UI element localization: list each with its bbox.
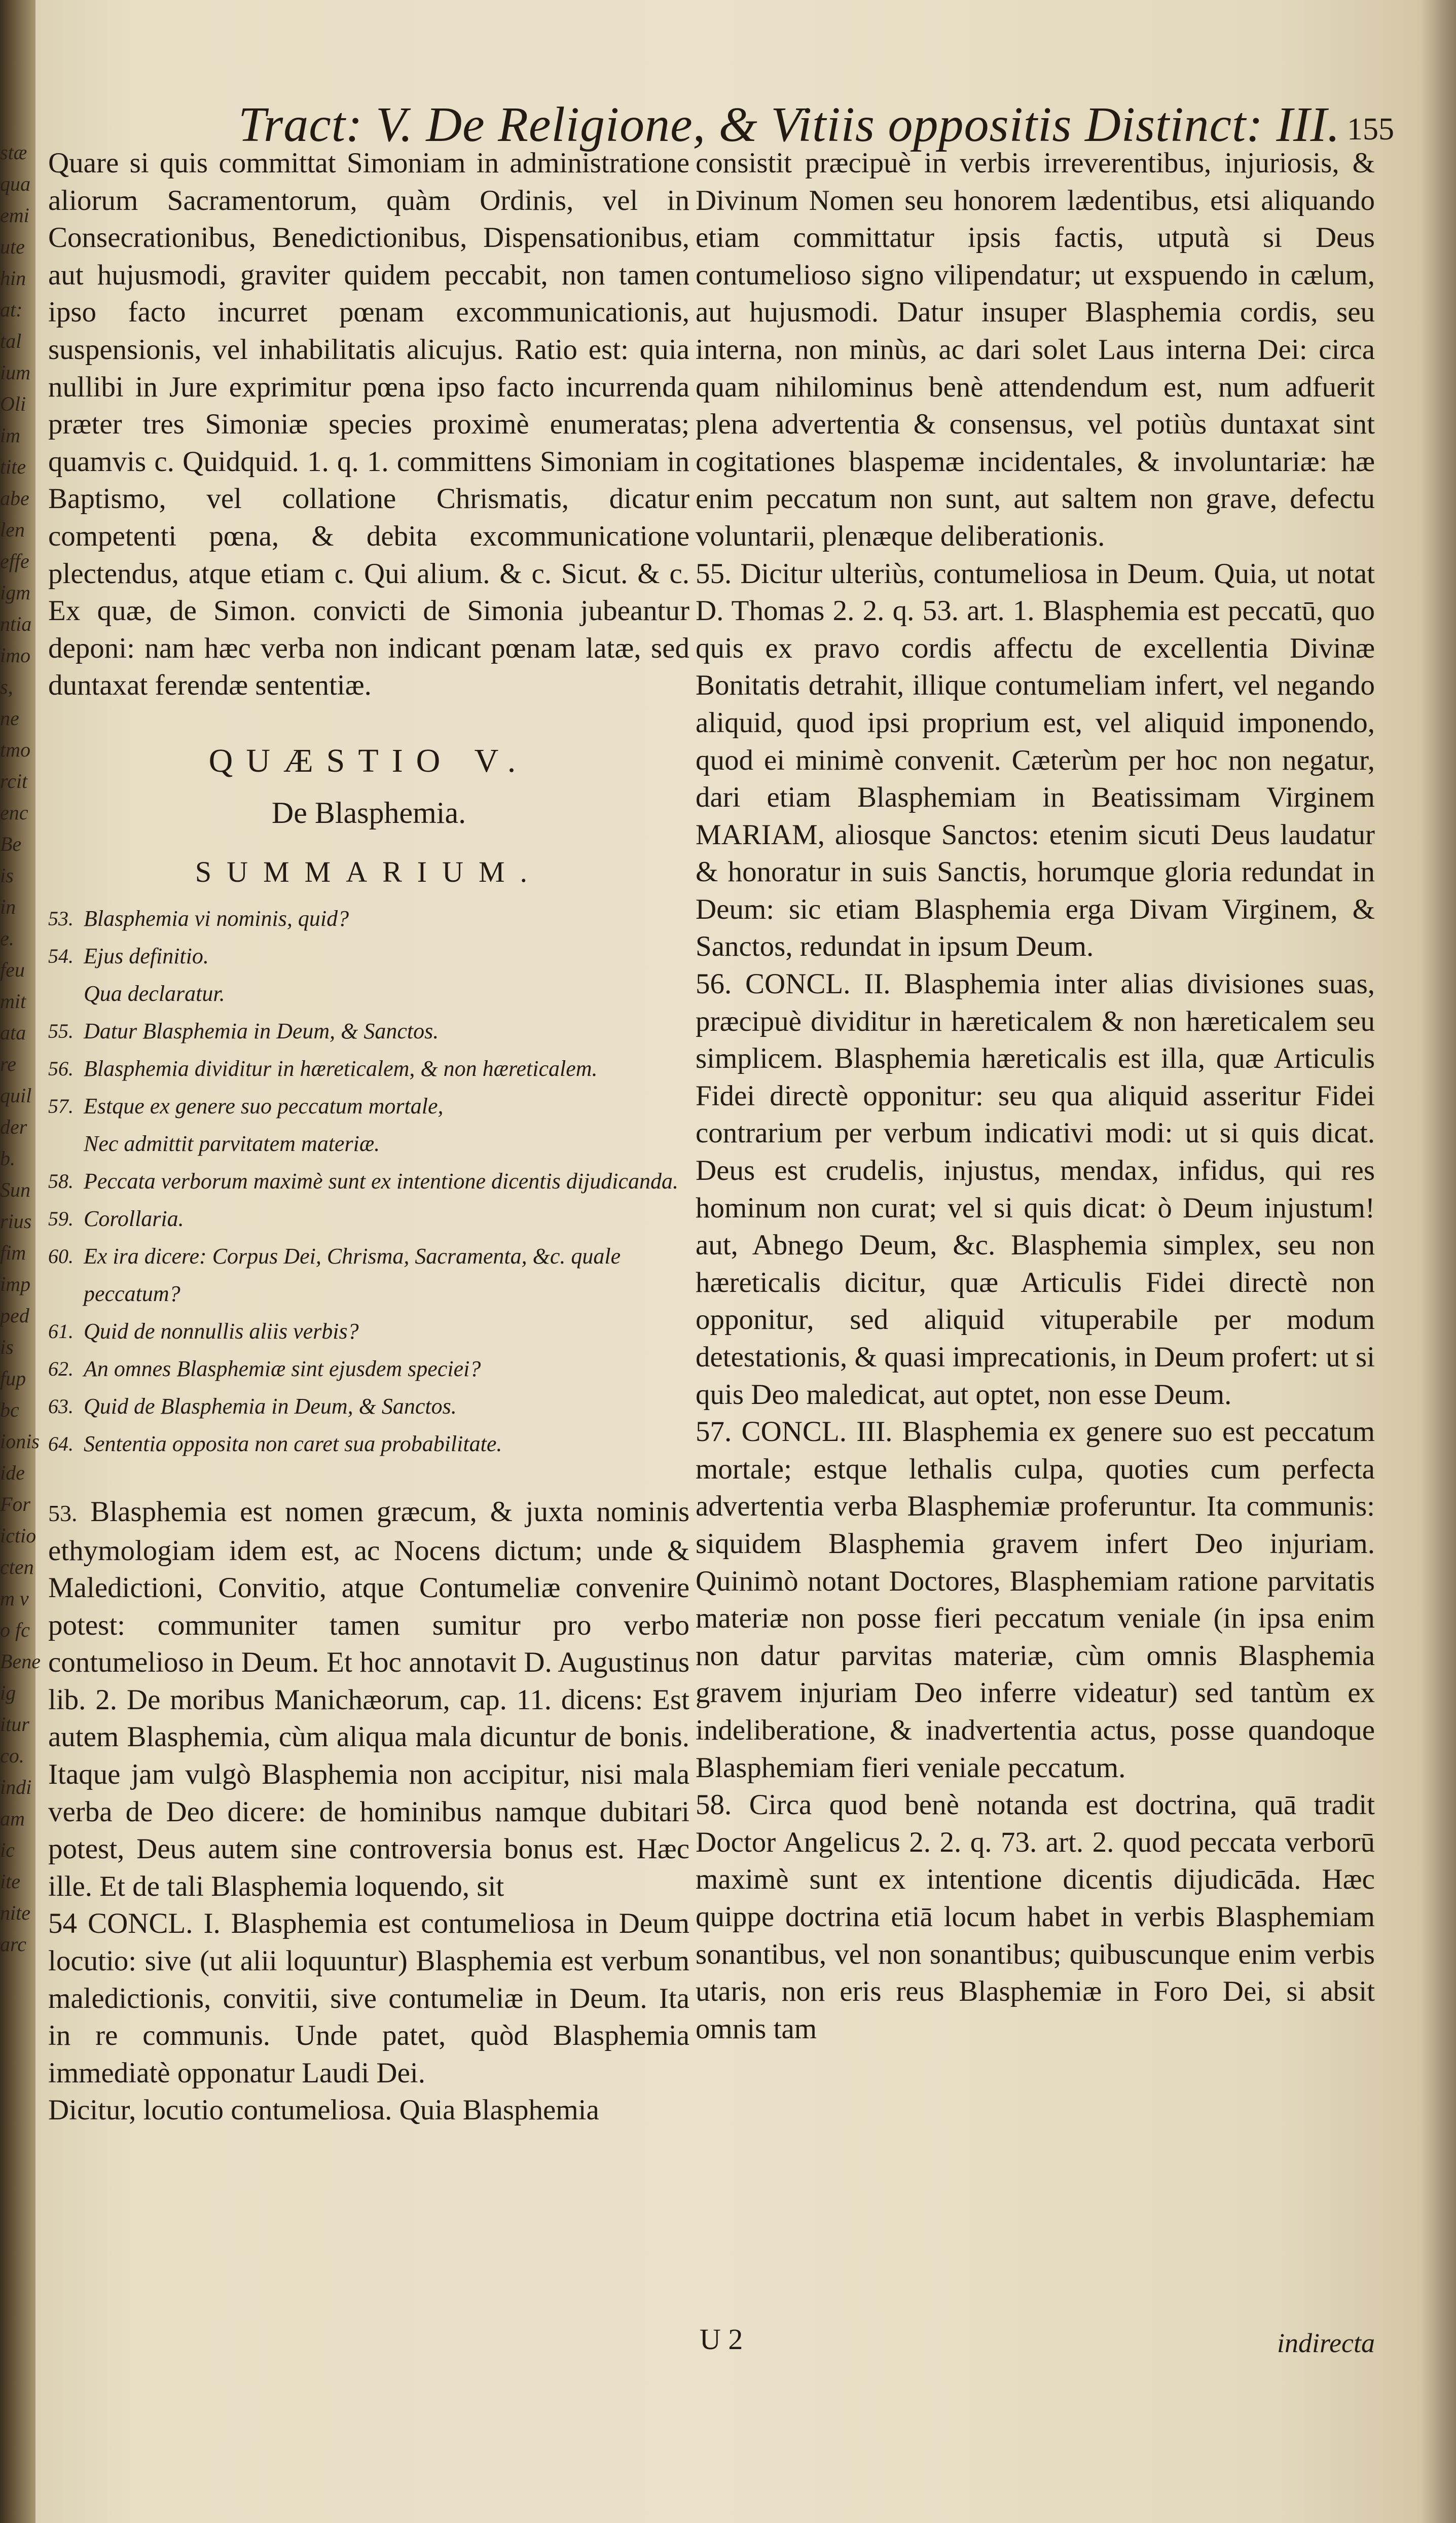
summary-item-text: Estque ex genere suo peccatum mortale, xyxy=(84,1093,444,1119)
paragraph-54: 54 CONCL. I. Blasphemia est contumeliosa in Deum locutio: sive (ut alii loquuntur) Blasphemia est verbum maledictionis, convitii, sive contumeliæ in Deum. Ita in re communis. Unde patet, quòd Blasphemia immediatè opponatur Laudi Dei. xyxy=(48,1907,689,2089)
margin-fragment: abe xyxy=(0,487,29,510)
margin-fragment: nite xyxy=(0,1901,30,1924)
margin-fragment: effe xyxy=(0,550,29,572)
summary-item-text: An omnes Blasphemiæ sint ejusdem speciei? xyxy=(84,1356,481,1381)
summary-item-text: Corollaria. xyxy=(84,1206,184,1231)
summary-item xyxy=(48,1313,689,1350)
margin-fragment: ionis xyxy=(0,1430,40,1453)
paragraph-continuation: consistit præcipuè in verbis irreverentibus, injuriosis, & Divinum Nomen seu honorem lædentibus, etsi aliquando etiam committatur ipsis factis, utputà si Deus contumelioso signo vilipendatur; ut exspuendo in cælum, aut hujusmodi. Datur insuper Blasphemia cordis, seu interna, non minùs, ac dari solet Laus interna Dei: circa quam nihilominus benè attendendum est, num adfuerit plena advertentia & consensus, vel potiùs duntaxat sint cogitationes blaspemæ incidentales, & involuntariæ: hæ enim peccatum non sunt, aut saltem non grave, defectu voluntarii, plenæque deliberationis. xyxy=(696,147,1375,552)
summary-item-number: 63. xyxy=(48,1394,74,1418)
summary-item-text: Quid de Blasphemia in Deum, & Sanctos. xyxy=(84,1393,457,1419)
margin-fragment: Be xyxy=(0,833,22,855)
paragraph-simony: Quare si quis committat Simoniam in administratione aliorum Sacramentorum, quàm Ordinis, vel in Consecrationibus, Benedictionibus, Dispensationibus, aut hujusmodi, graviter quidem peccabit, non tamen ipso facto incurret pœnam excommunicationis, suspensionis, vel inhabilitatis alicujus. Ratio est: quia nullibi in Jure exprimitur pœna ipso facto incurrenda præter tres Simoniæ species proximè enumeratas; quamvis c. Quidquid. 1. q. 1. committens Simoniam in Baptismo, vel collatione Chrismatis, dicatur competenti pœna, & debita excommunicatione plectendus, atque etiam c. Qui alium. & c. Sicut. & c. Ex quæ, de Simon. convicti de Simonia jubeantur deponi: nam hæc verba non indicant pœnam latæ, sed duntaxat ferendæ sententiæ. xyxy=(48,147,689,702)
margin-fragment: ped xyxy=(0,1304,29,1327)
margin-fragment: qua xyxy=(0,172,30,195)
margin-fragment: fup xyxy=(0,1367,26,1390)
summary-list xyxy=(48,900,689,1463)
margin-fragment: rcit xyxy=(0,770,28,792)
paragraph-58: 58. Circa quod benè notanda est doctrina, quā tradit Doctor Angelicus 2. 2. q. 73. art. 2. quod peccata verborū maximè sunt ex intentione dicentis dijudicāda. Hæc quippe doctrina etiā locum habet in verbis Blasphemiam sonantibus, vel non sonantibus; quibuscunque enim verbis utaris, non eris reus Blasphemiæ in Foro Dei, si absit omnis tam xyxy=(696,1789,1375,2045)
summary-item-text: Ex ira dicere: Corpus Dei, Chrisma, Sacramenta, &c. quale peccatum? xyxy=(84,1243,621,1306)
margin-fragment: enc xyxy=(0,801,28,824)
margin-fragment: mit xyxy=(0,990,26,1013)
margin-fragment: imo xyxy=(0,644,30,667)
summary-item-text: Peccata verborum maximè sunt ex intentione dicentis dijudicanda. xyxy=(84,1168,679,1194)
right-column xyxy=(696,145,1375,2047)
margin-fragment: hin xyxy=(0,267,26,290)
catchword: indirecta xyxy=(1277,2328,1375,2358)
margin-fragment: itur xyxy=(0,1713,29,1736)
summary-item-number: 58. xyxy=(48,1169,74,1193)
summary-item-text: Qua declaratur. xyxy=(84,981,225,1006)
margin-fragment: tal xyxy=(0,330,22,352)
paragraph-53-text: Blasphemia est nomen græcum, & juxta nominis ethymologiam idem est, ac Nocens dictum; unde & Maledictioni, Convitio, atque Contumeliæ convenire potest: communiter tamen sumitur pro verbo contumelioso in Deum. Et hoc annotavit D. Augustinus lib. 2. De moribus Manichæorum, cap. 11. dicens: Est autem Blasphemia, cùm aliqua mala dicuntur de bonis. Itaque jam vulgò Blasphemia non accipitur, nisi mala verba de Deo dicere: de hominibus namque dubitari potest, Deus autem sine controversia bonus est. Hæc ille. Et de tali Blasphemia loquendo, sit xyxy=(48,1495,690,1902)
paragraph-53 xyxy=(48,1493,689,1905)
margin-fragment: stæ xyxy=(0,141,27,164)
margin-fragment: is xyxy=(0,1336,14,1358)
margin-fragment: ic xyxy=(0,1839,15,1861)
margin-fragment: arc xyxy=(0,1933,26,1956)
margin-fragment: quil xyxy=(0,1084,32,1107)
summary-item xyxy=(48,1088,689,1125)
summary-item xyxy=(48,1013,689,1050)
summary-item-text: Blasphemia vi nominis, quid? xyxy=(84,906,349,931)
margin-fragment: ne xyxy=(0,707,19,730)
summary-item-number: 56. xyxy=(48,1057,74,1080)
summary-item-number: 55. xyxy=(48,1019,74,1042)
summary-item xyxy=(48,1163,689,1200)
margin-fragment: cten xyxy=(0,1556,34,1578)
running-title: Tract: V. De Religione, & Vitiis oppositis Distinct: III. xyxy=(238,97,1340,152)
summary-item-number: 53. xyxy=(48,907,74,930)
margin-fragment: len xyxy=(0,518,25,541)
summary-item xyxy=(48,938,689,975)
margin-fragment: in xyxy=(0,895,16,918)
summary-item xyxy=(48,1425,689,1463)
signature-mark: U 2 xyxy=(700,2323,743,2356)
summary-item-number: 64. xyxy=(48,1432,74,1455)
summary-item-text: Blasphemia dividitur in hæreticalem, & non hæreticalem. xyxy=(84,1056,598,1081)
paragraph-57: 57. CONCL. III. Blasphemia ex genere suo est peccatum mortale; estque lethalis culpa, quoties cum perfecta advertentia verba Blasphemiæ proferuntur. Ita communis: siquidem Blasphemia gravem infert Deo injuriam. Quinimò notant Doctores, Blasphemiam ratione parvitatis materiæ non posse fieri peccatum veniale (in ipsa enim non datur parvitas materiæ, cùm omnis Blasphemia gravem injuriam Deo inferre videatur) sed tantùm ex indeliberatione, & inadvertentia actus, posse quandoque Blasphemiam fieri veniale peccatum. xyxy=(696,1416,1375,1784)
summary-item-number: 54. xyxy=(48,944,74,967)
summary-item-text: Ejus definitio. xyxy=(84,943,209,968)
margin-fragment: feu xyxy=(0,958,25,981)
margin-fragment: ute xyxy=(0,235,25,258)
margin-fragment: ata xyxy=(0,1021,26,1044)
margin-fragment: am xyxy=(0,1807,25,1830)
summary-item-number: 59. xyxy=(48,1207,74,1230)
margin-fragment: tmo xyxy=(0,738,30,761)
summary-item-text: Nec admittit parvitatem materiæ. xyxy=(84,1131,380,1156)
paragraph-54b: Dicitur, locutio contumeliosa. Quia Blasphemia xyxy=(48,2094,599,2126)
page-number: 155 xyxy=(1347,112,1394,147)
margin-fragment: o fc xyxy=(0,1618,30,1641)
margin-fragment: imp xyxy=(0,1273,30,1295)
summary-item-number: 60. xyxy=(48,1244,74,1268)
question-heading: QUÆSTIO V. xyxy=(208,742,529,779)
margin-fragment: s, xyxy=(0,675,13,698)
margin-fragment: ide xyxy=(0,1461,25,1484)
margin-fragment: bc xyxy=(0,1398,19,1421)
summary-item xyxy=(48,1125,689,1163)
summary-item xyxy=(48,1050,689,1088)
paragraph-56: 56. CONCL. II. Blasphemia inter alias divisiones suas, præcipuè dividitur in hæreticalem & non hæreticalem seu simplicem. Blasphemia hæreticalis est illa, quæ Articulis Fidei directè opponitur: seu qua aliquid asseritur Fidei contrarium per verbum indicativi modi: ut si quis dicat. Deus est crudelis, injustus, mendax, infidus, qui res hominum non curat; vel si quis dicat: ò Deum injustum! aut, Abnego Deum, &c. Blasphemia simplex, seu non hæreticalis dicitur, quæ Articulis Fidei directè non opponitur, sed aliquid vituperabile per modum detestationis, & quasi imprecationis, in Deum profert: ut si quis Deo maledicat, aut optet, non esse Deum. xyxy=(696,968,1375,1411)
margin-fragment: is xyxy=(0,864,14,887)
margin-fragment: ntia xyxy=(0,612,32,635)
margin-fragment: Sun xyxy=(0,1178,30,1201)
margin-fragment: Bene xyxy=(0,1650,41,1673)
margin-fragment: ite xyxy=(0,1870,20,1893)
margin-fragment: igm xyxy=(0,581,30,604)
margin-fragment: im xyxy=(0,424,20,447)
summary-item-text: Sententia opposita non caret sua probabilitate. xyxy=(84,1431,502,1456)
left-column xyxy=(48,145,689,2129)
summary-item-text: Quid de nonnullis aliis verbis? xyxy=(84,1318,359,1344)
margin-fragment: emi xyxy=(0,204,29,227)
summary-item-number: 62. xyxy=(48,1357,74,1380)
summary-item-text: Datur Blasphemia in Deum, & Sanctos. xyxy=(84,1018,439,1043)
margin-fragment: m v xyxy=(0,1587,29,1610)
margin-fragment: rius xyxy=(0,1210,32,1233)
margin-fragment: co. xyxy=(0,1744,24,1767)
margin-fragment: tite xyxy=(0,455,26,478)
margin-fragment: indi xyxy=(0,1776,32,1798)
summary-item xyxy=(48,900,689,938)
margin-fragment: ig xyxy=(0,1681,16,1704)
facing-page-margin xyxy=(0,137,41,2449)
margin-fragment: b. xyxy=(0,1147,15,1170)
question-subtitle: De Blasphemia. xyxy=(271,796,466,830)
paragraph-number: 53. xyxy=(48,1500,78,1526)
summary-item xyxy=(48,1238,689,1313)
summary-item xyxy=(48,975,689,1013)
margin-fragment: Oli xyxy=(0,392,26,415)
margin-fragment: ictio xyxy=(0,1524,37,1547)
summary-item xyxy=(48,1200,689,1238)
margin-fragment: fim xyxy=(0,1241,26,1264)
summary-item xyxy=(48,1350,689,1388)
margin-fragment: re xyxy=(0,1053,16,1075)
paragraph-55: 55. Dicitur ulteriùs, contumeliosa in Deum. Quia, ut notat D. Thomas 2. 2. q. 53. art. 1. Blasphemia est peccatū, quo quis ex pravo cordis affectu de excellentia Divinæ Bonitatis detrahit, illique contumeliam infert, vel negando aliquid, quod ipsi proprium est, vel aliquid imponendo, quod ei minimè convenit. Cæterùm per hoc non negatur, dari etiam Blasphemiam in Beatissimam Virginem MARIAM, aliosque Sanctos: etenim sicuti Deus laudatur & honoratur in suis Sanctis, horumque gloria redundat in Deum: sic etiam Blasphemia erga Divam Virginem, & Sanctos, redundat in ipsum Deum. xyxy=(696,557,1375,963)
margin-fragment: der xyxy=(0,1115,27,1138)
summary-item xyxy=(48,1388,689,1425)
margin-fragment: For xyxy=(0,1493,30,1516)
summary-item-number: 61. xyxy=(48,1319,74,1343)
margin-fragment: at: xyxy=(0,298,23,321)
margin-fragment: e. xyxy=(0,927,14,950)
summary-item-number: 57. xyxy=(48,1094,74,1118)
summary-heading: SUMMARIUM. xyxy=(195,855,543,888)
margin-fragment: ium xyxy=(0,361,30,384)
